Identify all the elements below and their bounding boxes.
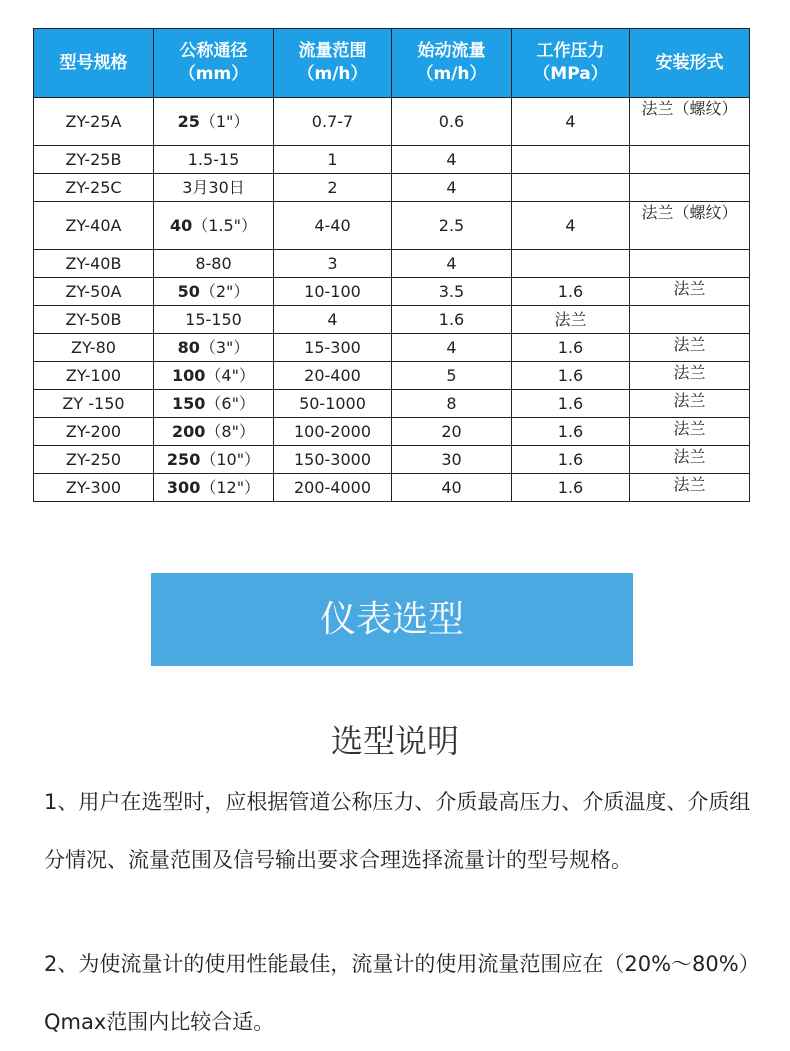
table-row <box>34 418 750 446</box>
cell-diameter: 1.5-15 <box>154 146 274 174</box>
cell-model: ZY-50A <box>34 278 154 306</box>
spec-table <box>33 28 750 502</box>
cell-mount <box>630 146 750 174</box>
cell-model: ZY-25C <box>34 174 154 202</box>
selection-note-2: 2、为使流量计的使用性能最佳，流量计的使用流量范围应在（20%～80%）Qmax范围内比较合适。 <box>44 952 760 1034</box>
table-row <box>34 250 750 278</box>
cell-range: 2 <box>274 174 392 202</box>
header-working-pressure: 工作压力 （MPa） <box>512 29 630 98</box>
cell-start: 3.5 <box>392 278 512 306</box>
table-row <box>34 278 750 306</box>
cell-mount <box>630 306 750 334</box>
cell-mount: 法兰 <box>630 418 750 446</box>
cell-pressure: 法兰 <box>512 306 630 334</box>
cell-mount: 法兰 <box>630 362 750 390</box>
cell-model: ZY -150 <box>34 390 154 418</box>
cell-range: 1 <box>274 146 392 174</box>
selection-note-1: 1、用户在选型时，应根据管道公称压力、介质最高压力、介质温度、介质组分情况、流量范围及信号输出要求合理选择流量计的型号规格。 <box>44 790 751 872</box>
table-row <box>34 334 750 362</box>
cell-model: ZY-250 <box>34 446 154 474</box>
section-title: 选型说明 <box>330 722 459 760</box>
table-row <box>34 474 750 502</box>
table-row <box>34 146 750 174</box>
cell-diameter: 100（4"） <box>154 362 274 390</box>
cell-pressure: 1.6 <box>512 390 630 418</box>
cell-model: ZY-25A <box>34 98 154 146</box>
cell-range: 15-300 <box>274 334 392 362</box>
cell-start: 30 <box>392 446 512 474</box>
cell-pressure: 1.6 <box>512 334 630 362</box>
cell-diameter: 150（6"） <box>154 390 274 418</box>
cell-mount: 法兰（螺纹） <box>630 98 750 146</box>
cell-model: ZY-40B <box>34 250 154 278</box>
header-model: 型号规格 <box>34 29 154 98</box>
cell-range: 3 <box>274 250 392 278</box>
cell-model: ZY-80 <box>34 334 154 362</box>
cell-start: 4 <box>392 250 512 278</box>
table-row <box>34 98 750 146</box>
cell-range: 200-4000 <box>274 474 392 502</box>
header-nominal-diameter: 公称通径 （mm） <box>154 29 274 98</box>
cell-pressure <box>512 146 630 174</box>
cell-start: 1.6 <box>392 306 512 334</box>
cell-mount: 法兰 <box>630 334 750 362</box>
cell-model: ZY-100 <box>34 362 154 390</box>
cell-start: 4 <box>392 334 512 362</box>
table-row <box>34 446 750 474</box>
cell-start: 5 <box>392 362 512 390</box>
cell-start: 2.5 <box>392 202 512 250</box>
header-mounting: 安装形式 <box>630 29 750 98</box>
cell-mount: 法兰 <box>630 474 750 502</box>
cell-pressure: 1.6 <box>512 362 630 390</box>
cell-range: 10-100 <box>274 278 392 306</box>
table-row <box>34 390 750 418</box>
cell-range: 20-400 <box>274 362 392 390</box>
cell-start: 8 <box>392 390 512 418</box>
cell-diameter: 50（2"） <box>154 278 274 306</box>
cell-range: 0.7-7 <box>274 98 392 146</box>
cell-diameter: 3月30日 <box>154 174 274 202</box>
cell-model: ZY-50B <box>34 306 154 334</box>
cell-mount <box>630 250 750 278</box>
table-row <box>34 202 750 250</box>
cell-mount: 法兰（螺纹） <box>630 202 750 250</box>
cell-start: 20 <box>392 418 512 446</box>
cell-diameter: 15-150 <box>154 306 274 334</box>
cell-range: 150-3000 <box>274 446 392 474</box>
table-header-row <box>34 29 750 98</box>
cell-start: 4 <box>392 174 512 202</box>
cell-pressure: 4 <box>512 202 630 250</box>
cell-model: ZY-40A <box>34 202 154 250</box>
cell-diameter: 8-80 <box>154 250 274 278</box>
cell-pressure: 1.6 <box>512 474 630 502</box>
cell-pressure: 1.6 <box>512 418 630 446</box>
cell-range: 4 <box>274 306 392 334</box>
cell-diameter: 25（1"） <box>154 98 274 146</box>
cell-diameter: 80（3"） <box>154 334 274 362</box>
cell-mount: 法兰 <box>630 278 750 306</box>
cell-diameter: 40（1.5"） <box>154 202 274 250</box>
cell-start: 4 <box>392 146 512 174</box>
cell-pressure: 1.6 <box>512 278 630 306</box>
cell-pressure <box>512 174 630 202</box>
cell-diameter: 300（12"） <box>154 474 274 502</box>
table-row <box>34 306 750 334</box>
table-row <box>34 362 750 390</box>
cell-mount: 法兰 <box>630 390 750 418</box>
selection-banner: 仪表选型 <box>151 573 633 666</box>
cell-model: ZY-300 <box>34 474 154 502</box>
cell-start: 0.6 <box>392 98 512 146</box>
cell-pressure: 1.6 <box>512 446 630 474</box>
cell-model: ZY-200 <box>34 418 154 446</box>
cell-mount: 法兰 <box>630 446 750 474</box>
cell-diameter: 250（10"） <box>154 446 274 474</box>
cell-mount <box>630 174 750 202</box>
cell-range: 100-2000 <box>274 418 392 446</box>
cell-range: 50-1000 <box>274 390 392 418</box>
cell-diameter: 200（8"） <box>154 418 274 446</box>
cell-range: 4-40 <box>274 202 392 250</box>
table-row <box>34 174 750 202</box>
header-flow-range: 流量范围 （m/h） <box>274 29 392 98</box>
header-start-flow: 始动流量 （m/h） <box>392 29 512 98</box>
cell-pressure: 4 <box>512 98 630 146</box>
cell-pressure <box>512 250 630 278</box>
cell-start: 40 <box>392 474 512 502</box>
cell-model: ZY-25B <box>34 146 154 174</box>
